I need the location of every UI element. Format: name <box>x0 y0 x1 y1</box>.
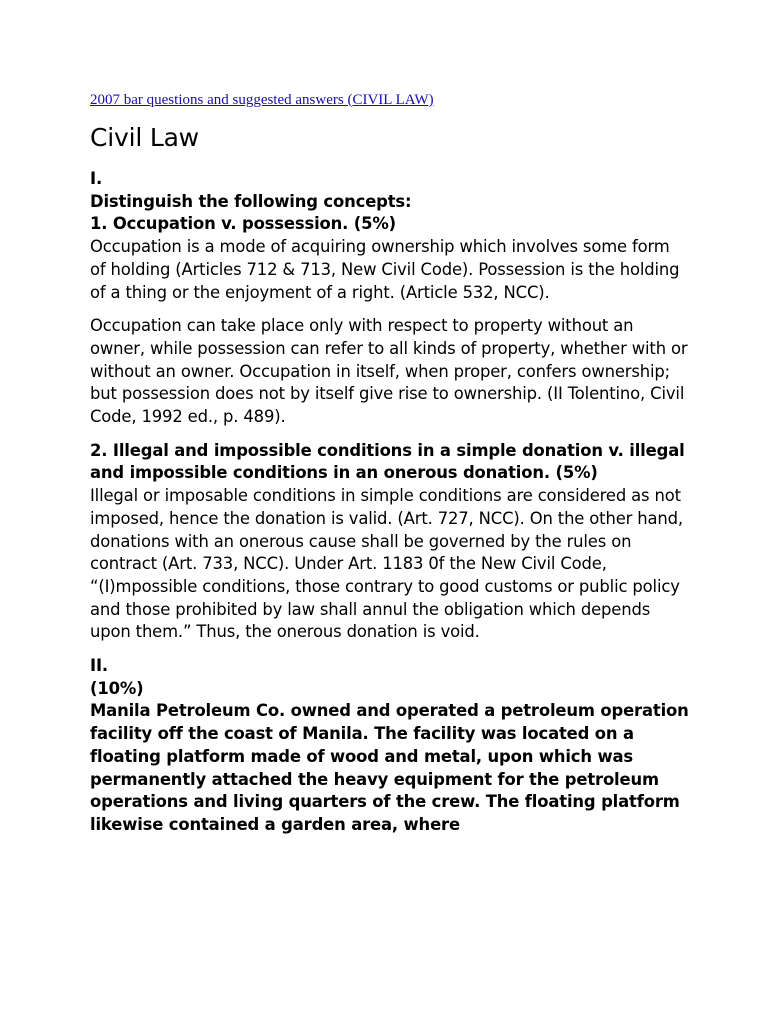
source-link[interactable]: 2007 bar questions and suggested answers (CIVIL LAW) <box>90 92 434 108</box>
question-one-answer-paragraph-1: Occupation is a mode of acquiring ownership which involves some form of holding (Articles 712 & 713, New Civil Code). Possession is the holding of a thing or the enjoyment of a right. (Article 532, NCC). <box>90 237 680 302</box>
part-one-label: I. <box>90 169 103 188</box>
part-two-label: II. <box>90 656 108 676</box>
page-title: Civil Law <box>90 123 199 152</box>
part-one-prompt: Distinguish the following concepts: <box>90 191 412 211</box>
question-two-heading: 2. Illegal and impossible conditions in a simple donation v. illegal and impossible conditions in an onerous donation. (5%) <box>90 440 685 483</box>
question-one-heading: 1. Occupation v. possession. (5%) <box>90 214 397 234</box>
part-two-question: Manila Petroleum Co. owned and operated a petroleum operation facility off the coast of Manila. The facility was located on a floating platform made of wood and metal, upon which was permanently attached the heavy equipment for the petroleum operations and living quarters of the crew. The floating platform likewise contained a garden area, where <box>90 701 689 834</box>
question-one-answer-paragraph-2: Occupation can take place only with respect to property without an owner, while possession can refer to all kinds of property, whether with or without an owner. Occupation in itself, when proper, confers ownership; but possession does not by itself give rise to ownership. (II Tolentino, Civil Code, 1992 ed., p. 489). <box>90 316 688 427</box>
question-two-answer: Illegal or imposable conditions in simple conditions are considered as not imposed, hence the donation is valid. (Art. 727, NCC). On the other hand, donations with an onerous cause shall be governed by the rules on contract (Art. 733, NCC). Under Art. 1183 0f the New Civil Code, “(I)mpossible conditions, those contrary to good customs or public policy and those prohibited by law shall annul the obligation which depends upon them.” Thus, the onerous donation is void. <box>90 486 683 642</box>
part-two-points: (10%) <box>90 678 144 698</box>
document-page <box>90 88 690 837</box>
